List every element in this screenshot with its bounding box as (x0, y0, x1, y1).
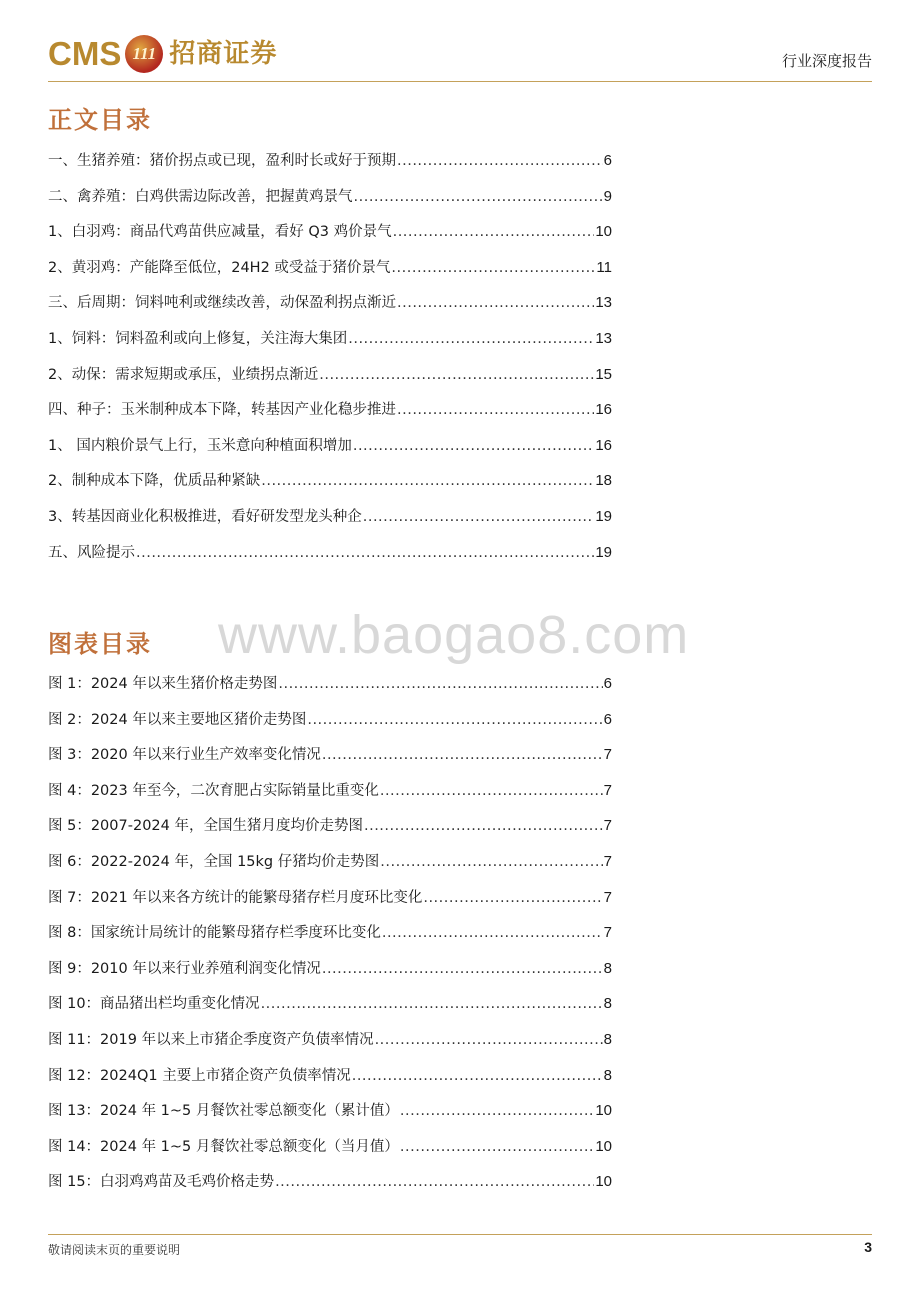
figure-toc-entry[interactable] (48, 850, 612, 886)
figure-toc-entry-page: 6 (603, 710, 612, 728)
toc-entry-text: 一、生猪养殖：猪价拐点或已现，盈利时长或好于预期 (48, 153, 396, 169)
company-logo (48, 34, 277, 74)
dot-leader (400, 1103, 594, 1119)
footer-note: 敬请阅读末页的重要说明 (48, 1243, 181, 1257)
figure-toc-entry-page: 8 (603, 1030, 612, 1048)
watermark-text: www.baogao8.com (218, 605, 690, 665)
figure-toc-entry-page: 7 (603, 852, 612, 870)
dot-leader (319, 367, 594, 383)
toc-entry-text: 四、种子：玉米制种成本下降，转基因产业化稳步推进 (48, 402, 396, 419)
figure-toc-title: 图表目录 (48, 630, 152, 658)
figure-toc-entry-page: 7 (603, 746, 612, 764)
toc-entry-page: 9 (603, 187, 612, 205)
figure-toc-entry-page: 10 (595, 1102, 612, 1120)
figure-toc-entry-page: 7 (603, 924, 612, 942)
dot-leader (322, 961, 603, 977)
toc-entry[interactable] (48, 291, 612, 327)
figure-toc-entry[interactable] (48, 708, 612, 744)
figure-toc-entry-text: 图 8：国家统计局统计的能繁母猪存栏季度环比变化 (48, 925, 381, 942)
dot-leader (397, 153, 603, 169)
dot-leader (261, 996, 603, 1012)
toc-entry-text: 2、动保：需求短期或承压，业绩拐点渐近 (48, 366, 319, 383)
toc-entry-page: 18 (595, 472, 612, 490)
figure-toc-entry[interactable] (48, 743, 612, 779)
figure-toc-entry-page: 7 (603, 817, 612, 835)
figure-toc-entry-text: 图 11：2019 年以来上市猪企季度资产负债率情况 (48, 1031, 374, 1048)
report-type-label: 行业深度报告 (781, 52, 872, 70)
logo-chinese-text: 招商证券 (169, 39, 278, 69)
toc-entry-text: 1、 国内粮价景气上行，玉米意向种植面积增加 (48, 437, 352, 454)
dot-leader (322, 747, 603, 763)
dot-leader (307, 712, 602, 728)
dot-leader (380, 854, 602, 870)
toc-entry[interactable] (48, 505, 612, 541)
toc-entry[interactable] (48, 185, 612, 221)
dot-leader (353, 438, 594, 454)
dot-leader (354, 189, 603, 205)
toc-entry-text: 三、后周期：饲料吨利或继续改善，动保盈利拐点渐近 (48, 295, 396, 312)
dot-leader (423, 890, 602, 906)
figure-toc-entry[interactable] (48, 672, 612, 708)
figure-toc-entry-page: 8 (603, 1066, 612, 1084)
figure-toc-entry-text: 图 1：2024 年以来生猪价格走势图 (48, 676, 278, 692)
toc-entry-text: 3、转基因商业化积极推进，看好研发型龙头种企 (48, 508, 362, 525)
footer-divider (48, 1234, 872, 1235)
toc-entry-page: 16 (595, 436, 612, 454)
figure-toc-entry[interactable] (48, 992, 612, 1028)
toc-entry[interactable] (48, 220, 612, 256)
dot-leader (397, 402, 594, 418)
toc-entry[interactable] (48, 541, 612, 577)
figure-toc-entry-text: 图 9：2010 年以来行业养殖利润变化情况 (48, 960, 321, 977)
toc-entry-page: 6 (603, 152, 612, 169)
figure-toc-entry-page: 10 (595, 1173, 612, 1191)
figure-toc-entry[interactable] (48, 921, 612, 957)
toc-entry-text: 2、制种成本下降，优质品种紧缺 (48, 473, 261, 490)
figure-toc-entry-text: 图 15：白羽鸡鸡苗及毛鸡价格走势 (48, 1174, 275, 1191)
dot-leader (275, 1174, 594, 1190)
dot-leader (397, 295, 594, 311)
figure-toc-entry-text: 图 6：2022-2024 年，全国 15kg 仔猪均价走势图 (48, 853, 380, 870)
figure-toc-entry[interactable] (48, 779, 612, 815)
dot-leader (375, 1032, 603, 1048)
toc-entry-page: 13 (595, 294, 612, 312)
toc-entry-page: 10 (595, 223, 612, 241)
figure-toc-entry[interactable] (48, 886, 612, 922)
header-divider (48, 81, 872, 82)
dot-leader (363, 509, 595, 525)
toc-entry[interactable] (48, 363, 612, 399)
toc-entry-text: 二、禽养殖：白鸡供需边际改善，把握黄鸡景气 (48, 188, 353, 205)
figure-toc-entry-page: 6 (603, 675, 612, 692)
figure-toc-entry-page: 8 (603, 995, 612, 1013)
dot-leader (278, 676, 602, 692)
figure-toc-entry-page: 8 (603, 959, 612, 977)
figure-toc-entry-text: 图 2：2024 年以来主要地区猪价走势图 (48, 711, 307, 728)
figure-toc-entry-text: 图 10：商品猪出栏均重变化情况 (48, 996, 260, 1013)
figure-toc-entry-text: 图 7：2021 年以来各方统计的能繁母猪存栏月度环比变化 (48, 889, 423, 906)
figure-toc-entry-text: 图 4：2023 年至今，二次育肥占实际销量比重变化 (48, 782, 379, 799)
toc-entry-page: 19 (595, 507, 612, 525)
figure-toc-entry[interactable] (48, 957, 612, 993)
toc-entry-text: 2、黄羽鸡：产能降至低位，24H2 或受益于猪价景气 (48, 259, 391, 276)
dot-leader (348, 331, 594, 347)
page-number: 3 (864, 1239, 872, 1255)
logo-badge-icon: 111 (125, 35, 163, 73)
toc-entry[interactable] (48, 398, 612, 434)
figure-toc-entry-text: 图 13：2024 年 1~5 月餐饮社零总额变化（累计值） (48, 1103, 399, 1120)
dot-leader (382, 925, 603, 941)
toc-entry-text: 1、白羽鸡：商品代鸡苗供应减量，看好 Q3 鸡价景气 (48, 224, 392, 241)
toc-entry[interactable] (48, 434, 612, 470)
dot-leader (391, 260, 595, 276)
dot-leader (393, 224, 595, 240)
logo-latin-text: CMS (48, 35, 122, 72)
dot-leader (380, 783, 603, 799)
toc-entry-page: 15 (595, 365, 612, 383)
figure-toc-entry-text: 图 12：2024Q1 主要上市猪企资产负债率情况 (48, 1067, 351, 1084)
dot-leader (352, 1068, 603, 1084)
page-header (48, 30, 872, 82)
toc-entry[interactable] (48, 149, 612, 185)
dot-leader (364, 818, 603, 834)
figure-toc-entry[interactable] (48, 1099, 612, 1135)
toc-entry-text: 1、饲料：饲料盈利或向上修复，关注海大集团 (48, 330, 348, 347)
toc-entry-page: 11 (596, 258, 612, 276)
toc-entry-page: 19 (595, 543, 612, 561)
figure-toc-entry-page: 10 (595, 1137, 612, 1155)
figure-toc-entry[interactable] (48, 1170, 612, 1206)
figure-toc-entry-page: 7 (603, 781, 612, 799)
toc-entry[interactable] (48, 327, 612, 363)
figure-toc-entry-text: 图 3：2020 年以来行业生产效率变化情况 (48, 747, 321, 764)
toc-entry[interactable] (48, 256, 612, 292)
figure-toc-entry[interactable] (48, 1135, 612, 1171)
toc-entry-text: 五、风险提示 (48, 544, 135, 561)
dot-leader (400, 1139, 594, 1155)
figure-toc-entry-text: 图 14：2024 年 1~5 月餐饮社零总额变化（当月值） (48, 1138, 399, 1155)
figure-toc-entry[interactable] (48, 814, 612, 850)
dot-leader (136, 545, 594, 561)
figure-toc-entry-page: 7 (603, 888, 612, 906)
toc-entry-page: 16 (595, 401, 612, 419)
main-toc-list (48, 149, 612, 576)
figure-toc-entry[interactable] (48, 1028, 612, 1064)
toc-entry[interactable] (48, 469, 612, 505)
main-toc-title: 正文目录 (48, 106, 152, 134)
toc-entry-page: 13 (595, 329, 612, 347)
figure-toc-entry[interactable] (48, 1064, 612, 1100)
figure-toc-list (48, 672, 612, 1206)
dot-leader (261, 473, 594, 489)
figure-toc-entry-text: 图 5：2007-2024 年，全国生猪月度均价走势图 (48, 818, 363, 835)
